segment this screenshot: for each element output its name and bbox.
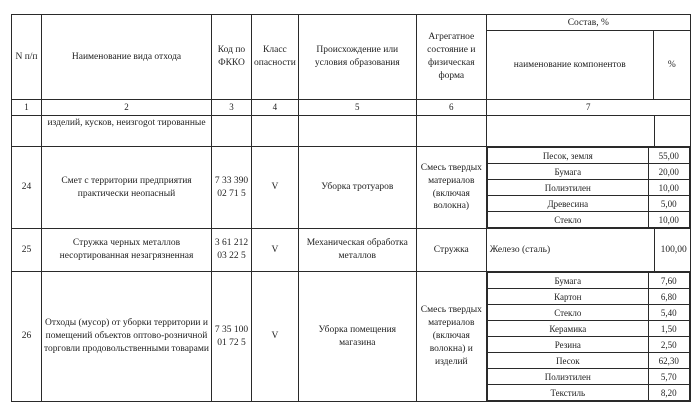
header-n: N п/п	[12, 15, 42, 100]
component-row	[487, 273, 689, 289]
component-row	[487, 164, 689, 180]
waste-name: Отходы (мусор) от уборки территории и помещений объектов оптово-розничной торговли продовольственными товарами	[42, 272, 212, 402]
composition-cell	[486, 229, 690, 272]
component-percent: 5,00	[648, 196, 689, 212]
component-row	[487, 148, 689, 164]
component-name: Песок	[487, 353, 648, 369]
component-row	[487, 353, 689, 369]
component-name: Бумага	[487, 164, 648, 180]
col-number: 4	[252, 100, 299, 116]
fkko-code: 7 33 390 02 71 5	[212, 147, 252, 229]
component-row	[487, 180, 689, 196]
waste-name: Смет с территории предприятия практически неопасный	[42, 147, 212, 229]
component-name: Древесина	[487, 196, 648, 212]
component-percent: 20,00	[648, 164, 689, 180]
col-number: 5	[298, 100, 416, 116]
header-state: Агрегатное состояние и физическая форма	[416, 15, 486, 100]
component-name: Картон	[487, 289, 648, 305]
component-percent: 62,30	[648, 353, 689, 369]
waste-name: Стружка черных металлов несортированная незагрязненная	[42, 229, 212, 272]
component-row	[487, 289, 689, 305]
header-composition	[486, 15, 690, 100]
component-percent: 5,40	[648, 305, 689, 321]
fkko-code: 3 61 212 03 22 5	[212, 229, 252, 272]
origin: Уборка тротуаров	[298, 147, 416, 229]
component-row	[487, 196, 689, 212]
component-name: Песок, земля	[487, 148, 648, 164]
composition-list	[487, 272, 690, 401]
continuation-name: изделий, кусков, неизгоgot тированные	[42, 116, 212, 147]
component-percent: 2,50	[648, 337, 689, 353]
continuation-row	[12, 116, 691, 147]
component-name: Полиэтилен	[487, 180, 648, 196]
component-percent: 1,50	[648, 321, 689, 337]
component-name: Железо (сталь)	[489, 244, 551, 255]
fkko-code: 7 35 100 01 72 5	[212, 272, 252, 402]
hazard-class: V	[252, 147, 299, 229]
continuation-code	[212, 116, 252, 147]
header-row	[12, 15, 691, 100]
header-code: Код по ФККО	[212, 15, 252, 100]
component-percent: 10,00	[648, 180, 689, 196]
col-number: 6	[416, 100, 486, 116]
component-row	[487, 212, 689, 228]
composition-list	[487, 147, 690, 228]
component-name: Стекло	[487, 305, 648, 321]
component-row	[487, 369, 689, 385]
header-origin: Происхождение или условия образования	[298, 15, 416, 100]
origin: Уборка помещения магазина	[298, 272, 416, 402]
component-name: Бумага	[487, 273, 648, 289]
hazard-class: V	[252, 229, 299, 272]
row-number: 24	[12, 147, 42, 229]
composition-cell	[486, 147, 690, 229]
col-number: 1	[12, 100, 42, 116]
header-percent: %	[653, 30, 690, 99]
continuation-composition	[486, 116, 690, 147]
col-number: 7	[486, 100, 690, 116]
component-percent: 55,00	[648, 148, 689, 164]
hazard-class: V	[252, 272, 299, 402]
component-name: Полиэтилен	[487, 369, 648, 385]
header-name: Наименование вида отхода	[42, 15, 212, 100]
component-percent: 5,70	[648, 369, 689, 385]
component-name: Текстиль	[487, 385, 648, 401]
component-percent: 8,20	[648, 385, 689, 401]
component-name: Керамика	[487, 321, 648, 337]
component-row	[487, 385, 689, 401]
component-row	[487, 321, 689, 337]
row-number: 25	[12, 229, 42, 272]
component-percent: 6,80	[648, 289, 689, 305]
table-row	[12, 147, 691, 229]
component-percent: 100,00	[654, 229, 690, 271]
col-number: 3	[212, 100, 252, 116]
aggregate-state: Смесь твердых материалов (включая волокна)	[416, 147, 486, 229]
row-number: 26	[12, 272, 42, 402]
header-class: Класс опасности	[252, 15, 299, 100]
continuation-state	[416, 116, 486, 147]
component-row	[487, 305, 689, 321]
component-name: Резина	[487, 337, 648, 353]
aggregate-state: Стружка	[416, 229, 486, 272]
numbering-row	[12, 100, 691, 116]
table-row	[12, 272, 691, 402]
continuation-class	[252, 116, 299, 147]
waste-table	[11, 14, 691, 402]
header-component-name: наименование компонентов	[487, 30, 653, 99]
component-name: Стекло	[487, 212, 648, 228]
header-composition-title: Состав, %	[567, 18, 609, 28]
col-number: 2	[42, 100, 212, 116]
component-percent: 10,00	[648, 212, 689, 228]
continuation-n	[12, 116, 42, 147]
aggregate-state: Смесь твердых материалов (включая волокна) и изделий	[416, 272, 486, 402]
table-row	[12, 229, 691, 272]
continuation-origin	[298, 116, 416, 147]
composition-cell	[486, 272, 690, 402]
component-row	[487, 337, 689, 353]
component-percent: 7,60	[648, 273, 689, 289]
origin: Механическая обработка металлов	[298, 229, 416, 272]
